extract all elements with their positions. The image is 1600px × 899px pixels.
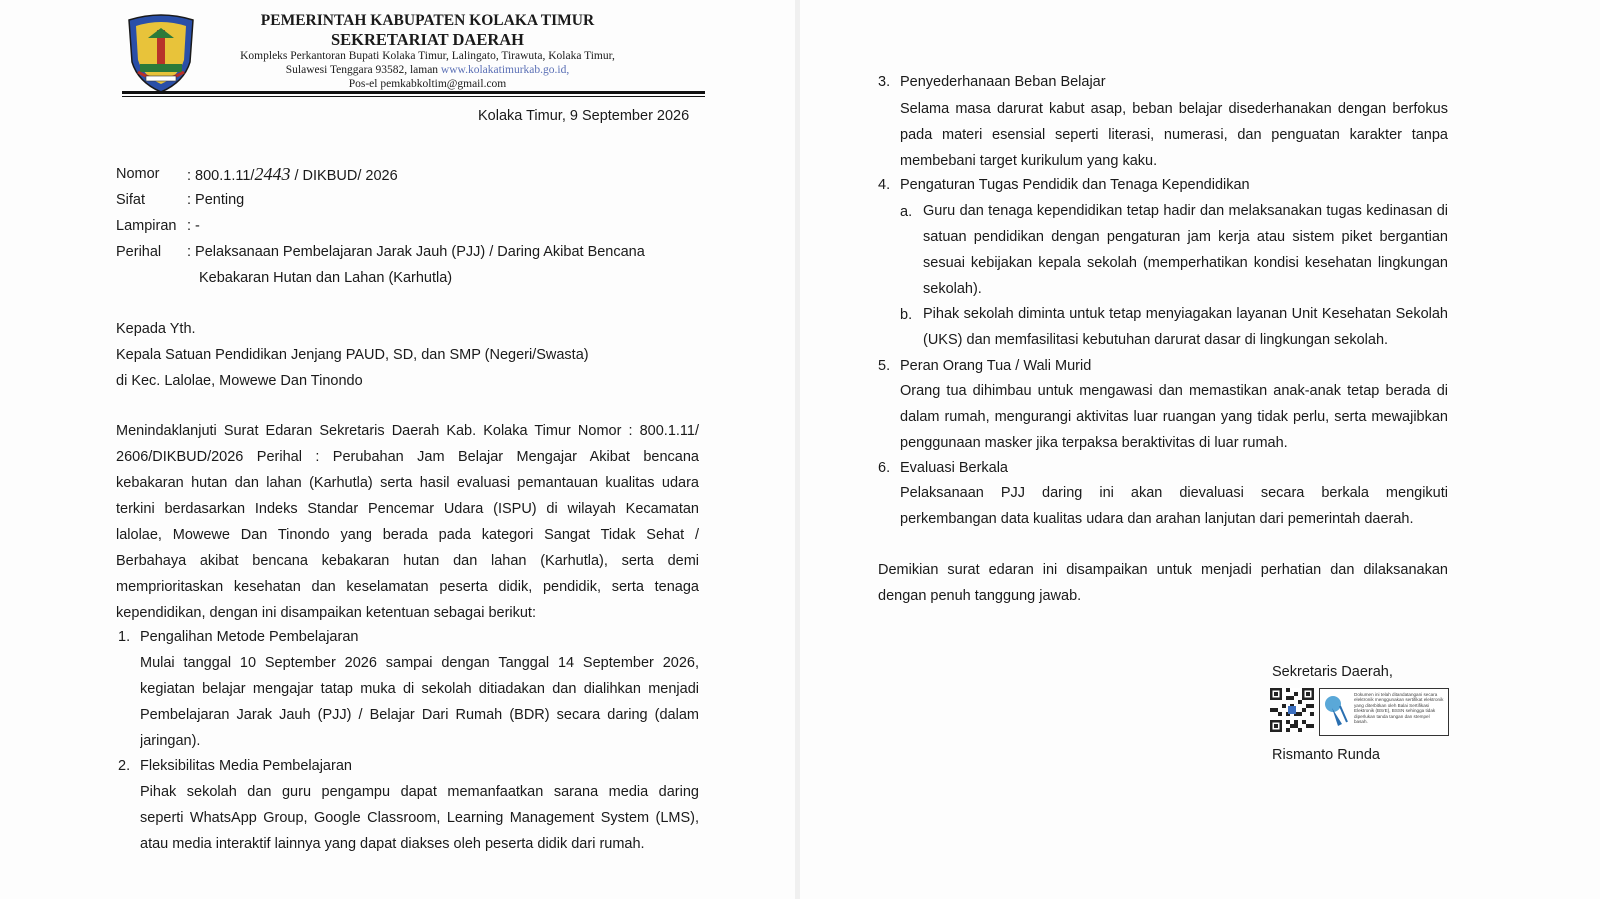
meta-value-nomor bbox=[187, 166, 398, 184]
header-address-2 bbox=[200, 64, 655, 76]
item-title: Evaluasi Berkala bbox=[900, 460, 1008, 476]
intro-line: memprioritaskan kesehatan dan keselamatan peserta didik, pendidik, serta tenaga bbox=[116, 579, 699, 595]
item-line: satuan pendidikan dengan pengaturan jam kerja atau sistem piket bergantian bbox=[923, 229, 1448, 245]
sub-item-letter: b. bbox=[900, 307, 913, 323]
item-line: sesuai kebijakan kepala sekolah (memperhatikan kondisi kesehatan lingkungan bbox=[923, 255, 1448, 271]
item-body bbox=[140, 650, 699, 754]
item-body bbox=[900, 378, 1448, 456]
item-title: Peran Orang Tua / Wali Murid bbox=[900, 358, 1092, 374]
item-body bbox=[140, 779, 699, 857]
meta-value-sifat: : Penting bbox=[187, 192, 245, 208]
header-address-prefix: Sulawesi Tenggara 93582, laman bbox=[285, 64, 441, 76]
intro-line: kependidikan, dengan ini disampaikan ketentuan sebagai berikut: bbox=[116, 605, 536, 621]
meta-label-perihal: Perihal bbox=[116, 244, 162, 260]
header-rule bbox=[122, 91, 705, 94]
website-link[interactable]: www.kolakatimurkab.go.id, bbox=[440, 64, 570, 76]
letter-page-2 bbox=[800, 0, 1600, 899]
item-title: Pengalihan Metode Pembelajaran bbox=[140, 629, 359, 645]
bsre-seal-icon bbox=[1324, 694, 1350, 728]
intro-line: Berbahaya akibat bencana kebakaran hutan dan lahan (Karhutla), serta demi bbox=[116, 553, 699, 569]
closing-paragraph bbox=[878, 557, 1448, 609]
item-number: 2. bbox=[118, 758, 131, 774]
header-email: Pos-el pemkabkoltim@gmail.com bbox=[348, 78, 507, 90]
item-number: 3. bbox=[878, 74, 891, 90]
nomor-suffix: / DIKBUD/ 2026 bbox=[290, 168, 398, 184]
meta-value-lampiran: : - bbox=[187, 218, 200, 234]
item-line: membebani target kurikulum yang kaku. bbox=[900, 153, 1158, 169]
item-body bbox=[900, 96, 1448, 174]
signatory-name: Rismanto Runda bbox=[1272, 747, 1380, 763]
nomor-prefix: : 800.1.11/ bbox=[187, 168, 255, 184]
closing-line: Demikian surat edaran ini disampaikan untuk menjadi perhatian dan dilaksanakan bbox=[878, 562, 1448, 578]
place-date: Kolaka Timur, 9 September 2026 bbox=[478, 108, 690, 124]
electronic-signature-stamp bbox=[1319, 688, 1449, 736]
signatory-title: Sekretaris Daerah, bbox=[1272, 664, 1393, 680]
item-line: Guru dan tenaga kependidikan tetap hadir dan melaksanakan tugas kedinasan di bbox=[923, 203, 1448, 219]
qr-code-icon bbox=[1270, 688, 1314, 732]
sub-item-body bbox=[923, 198, 1448, 302]
item-line: jaringan). bbox=[140, 733, 201, 749]
intro-line: terkini berdasarkan Indeks Standar Pencemar Udara (ISPU) di wilayah Kecamatan bbox=[116, 501, 699, 517]
recipient-line: Kepada Yth. bbox=[116, 321, 196, 337]
intro-line: Menindaklanjuti Surat Edaran Sekretaris Daerah Kab. Kolaka Timur Nomor : 800.1.11/ bbox=[116, 423, 699, 439]
item-line: Pelaksanaan PJJ daring ini akan dievaluasi secara berkala mengikuti bbox=[900, 485, 1448, 501]
item-number: 6. bbox=[878, 460, 891, 476]
item-line: sekolah). bbox=[923, 281, 982, 297]
meta-label-nomor: Nomor bbox=[116, 166, 160, 182]
item-line: Mulai tanggal 10 September 2026 sampai dengan Tanggal 14 September 2026, bbox=[140, 655, 699, 671]
item-line: penggunaan masker jika terpaksa beraktivitas di luar rumah. bbox=[900, 435, 1288, 451]
item-line: kegiatan belajar mengajar tatap muka di sekolah ditiadakan dan dialihkan menjadi bbox=[140, 681, 699, 697]
item-title: Fleksibilitas Media Pembelajaran bbox=[140, 758, 352, 774]
meta-label-sifat: Sifat bbox=[116, 192, 146, 208]
intro-line: 2606/DIKBUD/2026 Perihal : Perubahan Jam Belajar Mengajar Akibat bencana bbox=[116, 449, 699, 465]
item-line: Selama masa darurat kabut asap, beban belajar disederhanakan dengan berfokus bbox=[900, 101, 1448, 117]
meta-value-perihal-2: Kebakaran Hutan dan Lahan (Karhutla) bbox=[199, 270, 453, 286]
item-title: Penyederhanaan Beban Belajar bbox=[900, 74, 1106, 90]
item-number: 5. bbox=[878, 358, 891, 374]
item-line: Pembelajaran Jarak Jauh (PJJ) / Belajar Dari Rumah (BDR) secara daring (dalam bbox=[140, 707, 699, 723]
item-line: Orang tua dihimbau untuk mengawasi dan memastikan anak-anak tetap berada di bbox=[900, 383, 1448, 399]
header-rule-thin bbox=[122, 96, 705, 97]
closing-line: dengan penuh tanggung jawab. bbox=[878, 588, 1082, 604]
item-line: perkembangan data kualitas udara dan arahan lanjutan dari pemerintah daerah. bbox=[900, 511, 1414, 527]
meta-label-lampiran: Lampiran bbox=[116, 218, 177, 234]
intro-line: kebakaran hutan dan lahan (Karhutla) serta hasil evaluasi pemantauan kualitas udara bbox=[116, 475, 699, 491]
item-line: seperti WhatsApp Group, Google Classroom, Learning Management System (LMS), bbox=[140, 810, 699, 826]
item-line: pada materi esensial seperti literasi, numerasi, dan penguatan karakter tanpa bbox=[900, 127, 1448, 143]
item-line: dalam rumah, mengurangi aktivitas luar ruangan yang tidak perlu, serta mewajibkan bbox=[900, 409, 1448, 425]
stamp-text: Dokumen ini telah ditandatangani secara elektronik menggunakan sertifikat elektronik yang diterbitkan oleh Balai Sertifikasi Elektronik (BSrE), BSSN sehingga tidak diperlukan tanda tangan dan stempel basah. bbox=[1354, 692, 1444, 725]
sub-item-letter: a. bbox=[900, 204, 913, 220]
recipient-line: Kepala Satuan Pendidikan Jenjang PAUD, SD, dan SMP (Negeri/Swasta) bbox=[116, 347, 589, 363]
header-address: Kompleks Perkantoran Bupati Kolaka Timur, Lalingato, Tirawuta, Kolaka Timur, bbox=[240, 50, 615, 62]
intro-paragraph bbox=[116, 418, 699, 626]
item-title: Pengaturan Tugas Pendidik dan Tenaga Kependidikan bbox=[900, 177, 1250, 193]
recipient-line: di Kec. Lalolae, Mowewe Dan Tinondo bbox=[116, 373, 363, 389]
item-line: Pihak sekolah dan guru pengampu dapat memanfaatkan sarana media daring bbox=[140, 784, 699, 800]
header-government: PEMERINTAH KABUPATEN KOLAKA TIMUR bbox=[260, 12, 595, 29]
item-body bbox=[900, 480, 1448, 532]
meta-value-perihal: : Pelaksanaan Pembelajaran Jarak Jauh (PJJ) / Daring Akibat Bencana bbox=[187, 244, 645, 260]
item-line: (UKS) dan memfasilitasi kebutuhan darurat dasar di lingkungan sekolah. bbox=[923, 332, 1389, 348]
regency-logo-icon bbox=[124, 12, 198, 94]
header-secretariat: SEKRETARIAT DAERAH bbox=[331, 30, 524, 49]
intro-line: lalolae, Mowewe Dan Tinondo yang berada pada kategori Sangat Tidak Sehat / bbox=[116, 527, 699, 543]
item-line: Pihak sekolah diminta untuk tetap menyiagakan layanan Unit Kesehatan Sekolah bbox=[923, 306, 1448, 322]
letter-page-1 bbox=[0, 0, 795, 899]
sub-item-body bbox=[923, 301, 1448, 353]
item-number: 4. bbox=[878, 177, 891, 193]
item-line: atau media interaktif lainnya yang dapat diakses oleh peserta didik dari rumah. bbox=[140, 836, 645, 852]
nomor-handwritten: 2443 bbox=[254, 164, 291, 184]
item-number: 1. bbox=[118, 629, 131, 645]
